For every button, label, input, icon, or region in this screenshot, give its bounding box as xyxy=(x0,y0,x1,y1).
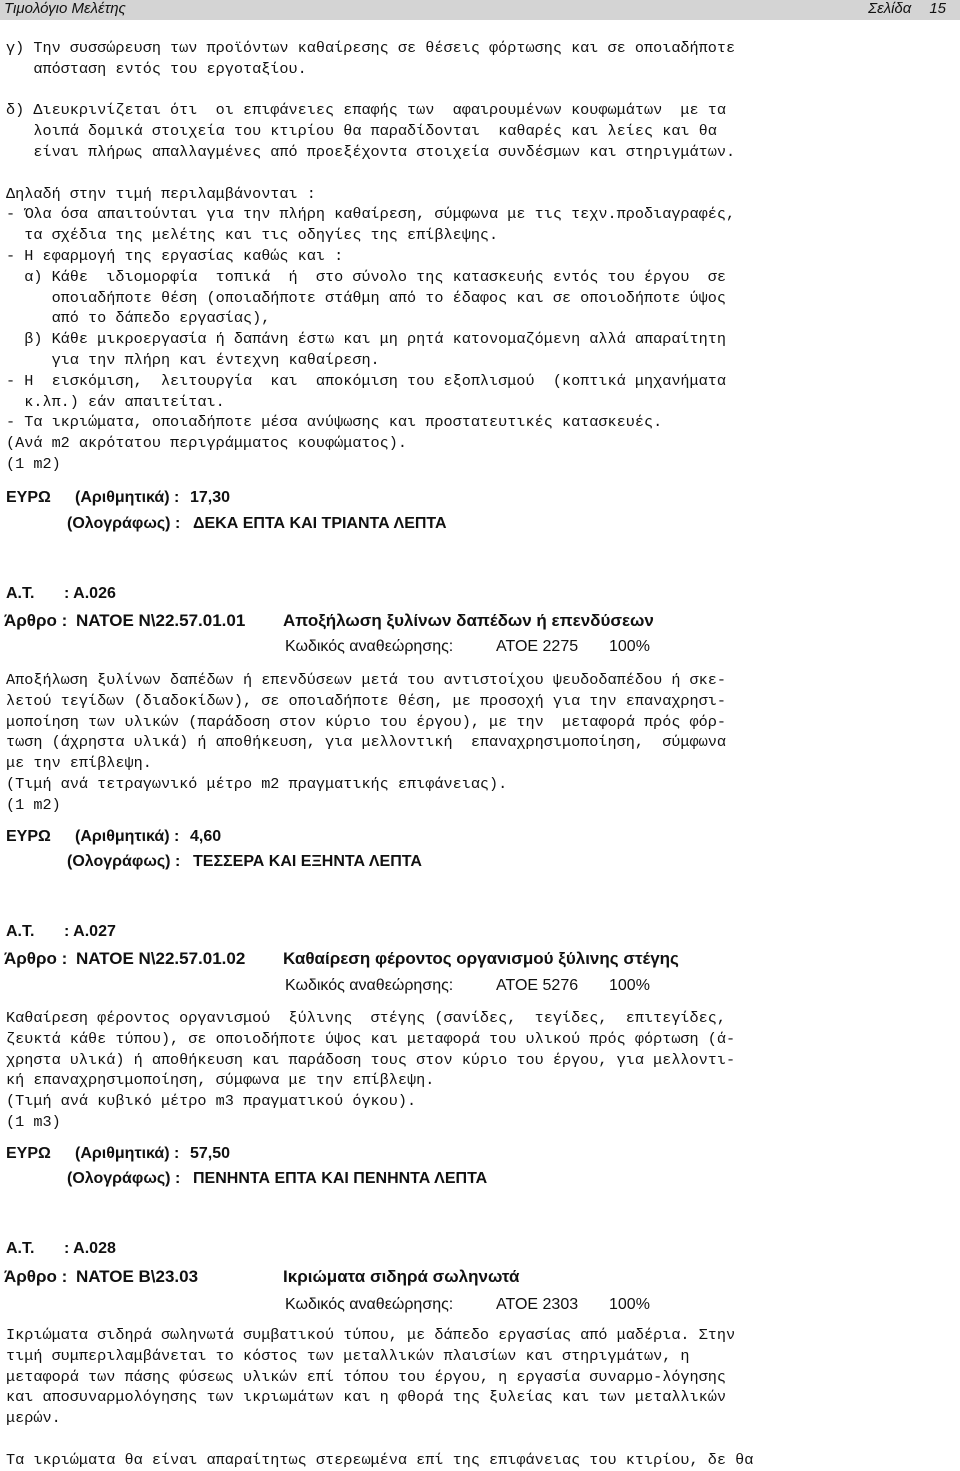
article-code: ΝΑΤΟΕ Ν\22.57.01.02 xyxy=(76,949,246,968)
text-line: είναι πλήρως απαλλαγμένες από προεξέχοντα στοιχεία συνδέσμων και στηριγμάτων. xyxy=(6,142,736,161)
text-line: για την πλήρη και έντεχνη καθαίρεση. xyxy=(6,350,380,369)
item-title: Ικριώματα σιδηρά σωληνωτά xyxy=(283,1267,520,1286)
page-indicator xyxy=(868,0,946,17)
page-header xyxy=(0,0,960,20)
revision-label: Κωδικός αναθεώρησης: xyxy=(285,1296,454,1313)
text-line: (Τιμή ανά κυβικό μέτρο m3 πραγματικού όγκου). xyxy=(6,1092,417,1111)
revision-percent: 100% xyxy=(609,977,650,994)
text-line: λετού τεγίδων (διαδοκίδων), σε οποιαδήποτε θέση, με προσοχή για την επαναχρησι- xyxy=(6,691,727,710)
numeric-label: (Αριθμητικά) : xyxy=(75,1145,180,1162)
currency-label: ΕΥΡΩ xyxy=(6,828,51,845)
text-line: α) Κάθε ιδιομορφία τοπικά ή στο σύνολο της κατασκευής εντός του έργου σε xyxy=(6,267,727,286)
at-label: Α.Τ. xyxy=(6,585,35,602)
text-line: Καθαίρεση φέροντος οργανισμού ξύλινης στέγης (σανίδες, τεγίδες, επιτεγίδες, xyxy=(6,1009,727,1027)
article-code: ΝΑΤΟΕ Ν\22.57.01.01 xyxy=(76,611,246,630)
article-label: Άρθρο : xyxy=(4,611,68,630)
numeric-price: 57,50 xyxy=(190,1145,231,1162)
text-line: γ) Την συσσώρευση των προϊόντων καθαίρεσης σε θέσεις φόρτωσης και σε οποιαδήποτε xyxy=(6,39,736,57)
item-title: Αποξήλωση ξυλίνων δαπέδων ή επενδύσεων xyxy=(283,611,654,630)
words-price: ΠΕΝΗΝΤΑ ΕΠΤΑ ΚΑΙ ΠΕΝΗΝΤΑ ΛΕΠΤΑ xyxy=(193,1170,488,1187)
numeric-price: 4,60 xyxy=(190,828,222,845)
revision-label: Κωδικός αναθεώρησης: xyxy=(285,977,454,994)
text-line: μοποίηση των υλικών (παράδοση στον κύριο του έργου), με την μεταφορά πρός φόρ- xyxy=(6,712,727,731)
words-price: ΔΕΚΑ ΕΠΤΑ ΚΑΙ ΤΡΙΑΝΤΑ ΛΕΠΤΑ xyxy=(193,515,447,532)
article-label: Άρθρο : xyxy=(4,1267,68,1286)
revision-code: ΑΤΟΕ 5276 xyxy=(496,977,579,994)
text-line: - Η εφαρμογή της εργασίας καθώς και : xyxy=(6,246,344,265)
text-line: κή επαναχρησιμοποίηση, σύμφωνα με την επίβλεψη. xyxy=(6,1071,435,1090)
text-line: ζευκτά κάθε τύπου), σε οποιοδήποτε ύψος και μεταφορά του υλικού πρός φόρτωση (ά- xyxy=(6,1029,736,1048)
text-line: (Ανά m2 ακρότατου περιγράμματος κουφώματος). xyxy=(6,434,408,453)
text-line: (1 m2) xyxy=(6,795,61,814)
text-line: Τα ικριώματα θα είναι απαραίτητως στερεωμένα επί της επιφάνειας του κτιρίου, δε θα xyxy=(6,1450,754,1469)
revision-label: Κωδικός αναθεώρησης: xyxy=(285,638,454,655)
article-label: Άρθρο : xyxy=(4,949,68,968)
continuation-text xyxy=(6,38,946,475)
text-line: τιμή συμπεριλαμβάνεται το κόστος των μεταλλικών πλαισίων και στηριγμάτων, η xyxy=(6,1346,690,1365)
text-line: από το δάπεδο εργασίας), xyxy=(6,309,271,328)
item-description xyxy=(6,1325,946,1471)
at-value: : Α.026 xyxy=(64,585,116,602)
text-line: και αποσυναρμολόγησης των ικριωμάτων και η φθορά της ξυλείας και των μεταλλικών xyxy=(6,1388,727,1407)
words-label: (Ολογράφως) : xyxy=(67,853,181,870)
at-label: Α.Τ. xyxy=(6,1240,35,1257)
numeric-label: (Αριθμητικά) : xyxy=(75,828,180,845)
article-code: ΝΑΤΟΕ Β\23.03 xyxy=(76,1267,199,1286)
item-title: Καθαίρεση φέροντος οργανισμού ξύλινης στέγης xyxy=(283,949,679,968)
revision-percent: 100% xyxy=(609,638,650,655)
at-value: : Α.028 xyxy=(64,1240,116,1257)
page-number: 15 xyxy=(929,0,946,17)
text-line: (Τιμή ανά τετραγωνικό μέτρο m2 πραγματικής επιφάνειας). xyxy=(6,774,508,793)
text-line: - Τα ικριώματα, οποιαδήποτε μέσα ανύψωσης και προστατευτικές κατασκευές. xyxy=(6,413,663,432)
at-value: : Α.027 xyxy=(64,923,116,940)
text-line: οποιαδήποτε θέση (οποιαδήποτε στάθμη από το έδαφος και σε οποιοδήποτε ύψος xyxy=(6,288,727,307)
numeric-label: (Αριθμητικά) : xyxy=(75,489,180,506)
revision-code: ΑΤΟΕ 2303 xyxy=(496,1296,579,1313)
text-line: (1 m2) xyxy=(6,454,61,473)
text-line: Ικριώματα σιδηρά σωληνωτά συμβατικού τύπου, με δάπεδο εργασίας από μαδέρια. Στην xyxy=(6,1326,736,1344)
revision-percent: 100% xyxy=(609,1296,650,1313)
currency-label: ΕΥΡΩ xyxy=(6,489,51,506)
text-line: β) Κάθε μικροεργασία ή δαπάνη έστω και μη ρητά κατονομαζόμενη αλλά απαραίτητη xyxy=(6,330,727,349)
document-title: Τιμολόγιο Μελέτης xyxy=(4,0,126,17)
text-line: μεταφορά των πάσης φύσεως υλικών επί τόπου του έργου, η εργασία συναρμο-λόγησης xyxy=(6,1367,727,1386)
text-line: με την επίβλεψη. xyxy=(6,754,152,773)
words-label: (Ολογράφως) : xyxy=(67,515,181,532)
currency-label: ΕΥΡΩ xyxy=(6,1145,51,1162)
text-line: λοιπά δομικά στοιχεία του κτιρίου θα παραδίδονται καθαρές και λείες και θα xyxy=(6,122,717,141)
text-line: μερών. xyxy=(6,1409,61,1428)
text-line: κ.λπ.) εάν απαιτείται. xyxy=(6,392,225,411)
at-label: Α.Τ. xyxy=(6,923,35,940)
text-line: Δηλαδή στην τιμή περιλαμβάνονται : xyxy=(6,184,316,203)
text-line: Αποξήλωση ξυλίνων δαπέδων ή επενδύσεων μετά του αντιστοίχου ψευδοδαπέδου ή σκε- xyxy=(6,671,727,689)
item-description xyxy=(6,670,946,816)
text-line: τα σχέδια της μελέτης και τις οδηγίες της επίβλεψης. xyxy=(6,226,499,245)
page-label: Σελίδα xyxy=(868,0,912,17)
text-line: (1 m3) xyxy=(6,1112,61,1131)
numeric-price: 17,30 xyxy=(190,489,231,506)
text-line: χρηστα υλικά) ή αποθήκευση και παράδοση τους στον κύριο του έργου, για μελλοντι- xyxy=(6,1050,736,1069)
revision-code: ΑΤΟΕ 2275 xyxy=(496,638,579,655)
text-line: - Η εισκόμιση, λειτουργία και αποκόμιση του εξοπλισμού (κοπτικά μηχανήματα xyxy=(6,371,727,390)
text-line: - Όλα όσα απαιτούνται για την πλήρη καθαίρεση, σύμφωνα με τις τεχν.προδιαγραφές, xyxy=(6,205,736,224)
text-line: απόσταση εντός του εργοταξίου. xyxy=(6,59,307,78)
text-line: τωση (άχρηστα υλικά) ή αποθήκευση, για μελλοντική επαναχρησιμοποίηση, σύμφωνα xyxy=(6,733,727,752)
item-description xyxy=(6,1008,946,1133)
words-label: (Ολογράφως) : xyxy=(67,1170,181,1187)
text-line: δ) Διευκρινίζεται ότι οι επιφάνειες επαφής των αφαιρουμένων κουφωμάτων με τα xyxy=(6,101,727,120)
words-price: ΤΕΣΣΕΡΑ ΚΑΙ ΕΞΗΝΤΑ ΛΕΠΤΑ xyxy=(193,853,422,870)
